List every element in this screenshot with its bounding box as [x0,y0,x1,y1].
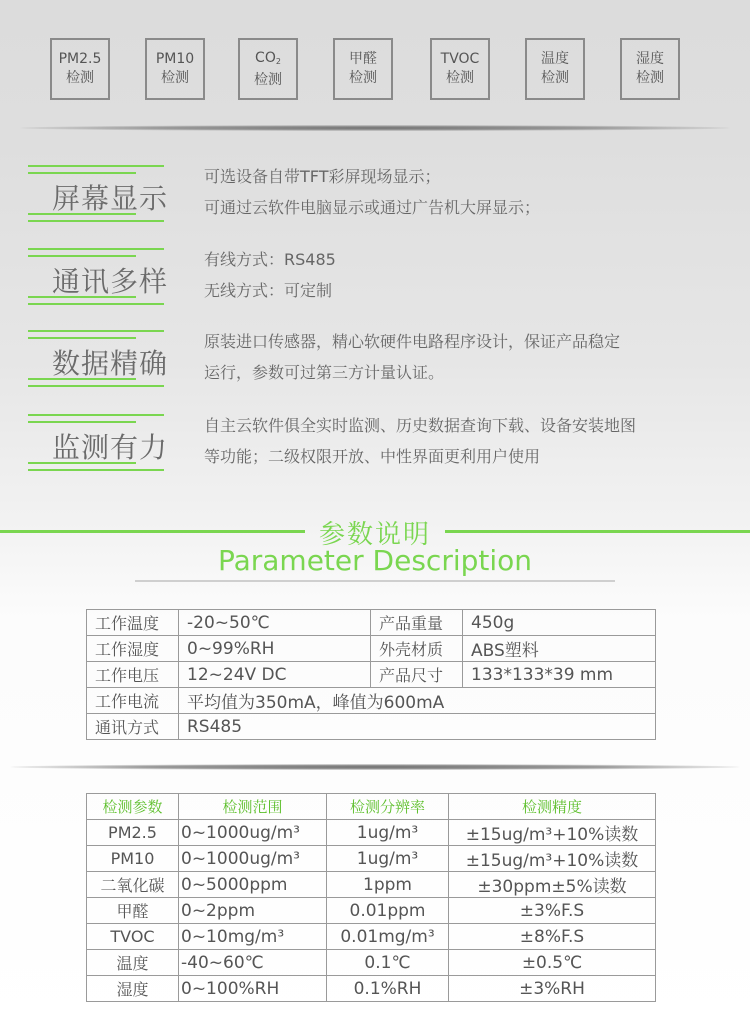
feature-line: 无线方式：可定制 [204,281,333,300]
feature-monitoring [28,414,728,484]
param-accuracy: ±0.5℃ [449,950,656,976]
green-line [28,172,136,174]
sensor-box-humidity [620,38,680,100]
spec-label: 工作温度 [87,610,179,636]
co2-text: CO [255,49,276,66]
feature-title: 数据精确 [52,347,169,380]
spec-label: 产品重量 [371,610,463,636]
green-line [28,303,164,305]
feature-line: 可通过云软件电脑显示或通过广告机大屏显示； [204,198,541,217]
green-line [28,220,164,222]
param-resolution: 0.01ppm [327,898,449,924]
table-row [87,636,656,662]
param-accuracy: ±15ug/m³+10%读数 [449,820,656,846]
sensor-box-line2: 检测 [446,70,474,86]
sensor-box-line2: 检测 [349,70,377,86]
green-line [28,385,164,387]
param-resolution: 1ug/m³ [327,846,449,872]
spec-label: 工作电压 [87,662,179,688]
feature-line: 可选设备自带TFT彩屏现场显示； [204,167,441,186]
param-name: PM10 [87,846,179,872]
table-row [87,924,656,950]
spec-label: 通讯方式 [87,714,179,740]
feature-data-accuracy [28,330,728,400]
spec-label: 工作电流 [87,688,179,714]
sensor-box-co2 [238,38,298,100]
param-name: PM2.5 [87,820,179,846]
sensor-box-line1 [255,49,281,71]
feature-line: 等功能；二级权限开放、中性界面更利用户使用 [204,447,541,466]
feature-description [204,161,724,223]
param-range: 0~10mg/m³ [179,924,327,950]
param-accuracy: ±30ppm±5%读数 [449,872,656,898]
parameter-heading-en: Parameter Description [217,544,533,577]
sensor-box-line2: 检测 [254,71,282,88]
param-range: 0~1000ug/m³ [179,846,327,872]
param-name: 温度 [87,950,179,976]
divider-top [20,125,730,131]
feature-title: 通讯多样 [52,265,169,298]
feature-description [204,410,724,472]
feature-line: 原装进口传感器，精心软硬件电路程序设计，保证产品稳定 [204,332,621,351]
co2-subscript: 2 [275,56,281,66]
spec-value: 0~99%RH [179,636,371,662]
sensor-box-temperature [525,38,585,100]
heading-line-left [0,530,305,533]
feature-title: 屏幕显示 [52,182,169,215]
param-range: 0~100%RH [179,976,327,1002]
param-resolution: 1ug/m³ [327,820,449,846]
sensor-box-line1: 温度 [541,51,569,67]
table-row [87,846,656,872]
table-row [87,820,656,846]
detection-table [86,793,656,1002]
green-line [28,337,136,339]
feature-description [204,244,724,306]
table-row [87,872,656,898]
param-resolution: 0.1℃ [327,950,449,976]
spec-value: RS485 [179,714,656,740]
param-range: -40~60℃ [179,950,327,976]
feature-description [204,326,724,388]
column-header: 检测参数 [87,794,179,820]
sensor-box-line2: 检测 [541,70,569,86]
sensor-box-tvoc [430,38,490,100]
sensor-box-line1: PM10 [155,51,195,67]
spec-value: 450g [463,610,656,636]
feature-screen-display [28,165,728,235]
spec-value: ABS塑料 [463,636,656,662]
table-row [87,714,656,740]
spec-value: 133*133*39 mm [463,662,656,688]
sensor-box-pm10 [145,38,205,100]
table-row [87,976,656,1002]
column-header: 检测精度 [449,794,656,820]
table-row [87,662,656,688]
feature-line: 自主云软件俱全实时监测、历史数据查询下载、设备安装地图 [204,416,637,435]
param-accuracy: ±3%RH [449,976,656,1002]
param-range: 0~1000ug/m³ [179,820,327,846]
param-accuracy: ±15ug/m³+10%读数 [449,846,656,872]
sensor-box-line2: 检测 [66,70,94,86]
param-accuracy: ±8%F.S [449,924,656,950]
green-line [28,165,164,167]
param-range: 0~5000ppm [179,872,327,898]
column-header: 检测范围 [179,794,327,820]
spec-label: 工作湿度 [87,636,179,662]
green-line [28,469,164,471]
parameter-heading-cn: 参数说明 [318,520,431,550]
sensor-box-row [50,38,690,102]
spec-table [86,609,656,740]
sensor-box-formaldehyde [333,38,393,100]
spec-value: -20~50℃ [179,610,371,636]
spec-label: 外壳材质 [371,636,463,662]
green-line [28,414,164,416]
param-resolution: 0.1%RH [327,976,449,1002]
green-line [28,421,136,423]
sensor-box-pm25 [50,38,110,100]
green-line [28,330,164,332]
table-header-row [87,794,656,820]
param-resolution: 0.01mg/m³ [327,924,449,950]
param-name: 甲醛 [87,898,179,924]
feature-line: 运行，参数可过第三方计量认证。 [204,363,445,382]
green-line [28,255,136,257]
param-accuracy: ±3%F.S [449,898,656,924]
spec-value: 12~24V DC [179,662,371,688]
heading-line-right [445,530,750,533]
param-resolution: 1ppm [327,872,449,898]
table-row [87,688,656,714]
table-row [87,610,656,636]
feature-title: 监测有力 [52,431,169,464]
param-range: 0~2ppm [179,898,327,924]
heading-underline [135,580,615,582]
spec-value: 平均值为350mA，峰值为600mA [179,688,656,714]
spec-label: 产品尺寸 [371,662,463,688]
divider-middle [10,764,740,770]
table-row [87,950,656,976]
feature-line: 有线方式：RS485 [204,250,336,269]
param-name: 湿度 [87,976,179,1002]
sensor-box-line2: 检测 [161,70,189,86]
green-line [28,248,164,250]
sensor-box-line1: PM2.5 [58,51,102,67]
sensor-box-line1: 甲醛 [349,51,377,67]
sensor-box-line1: 湿度 [636,51,664,67]
param-name: TVOC [87,924,179,950]
sensor-box-line1: TVOC [440,51,480,67]
sensor-box-line2: 检测 [636,70,664,86]
param-name: 二氧化碳 [87,872,179,898]
parameter-heading [0,512,750,582]
feature-communication [28,248,728,318]
table-row [87,898,656,924]
column-header: 检测分辨率 [327,794,449,820]
